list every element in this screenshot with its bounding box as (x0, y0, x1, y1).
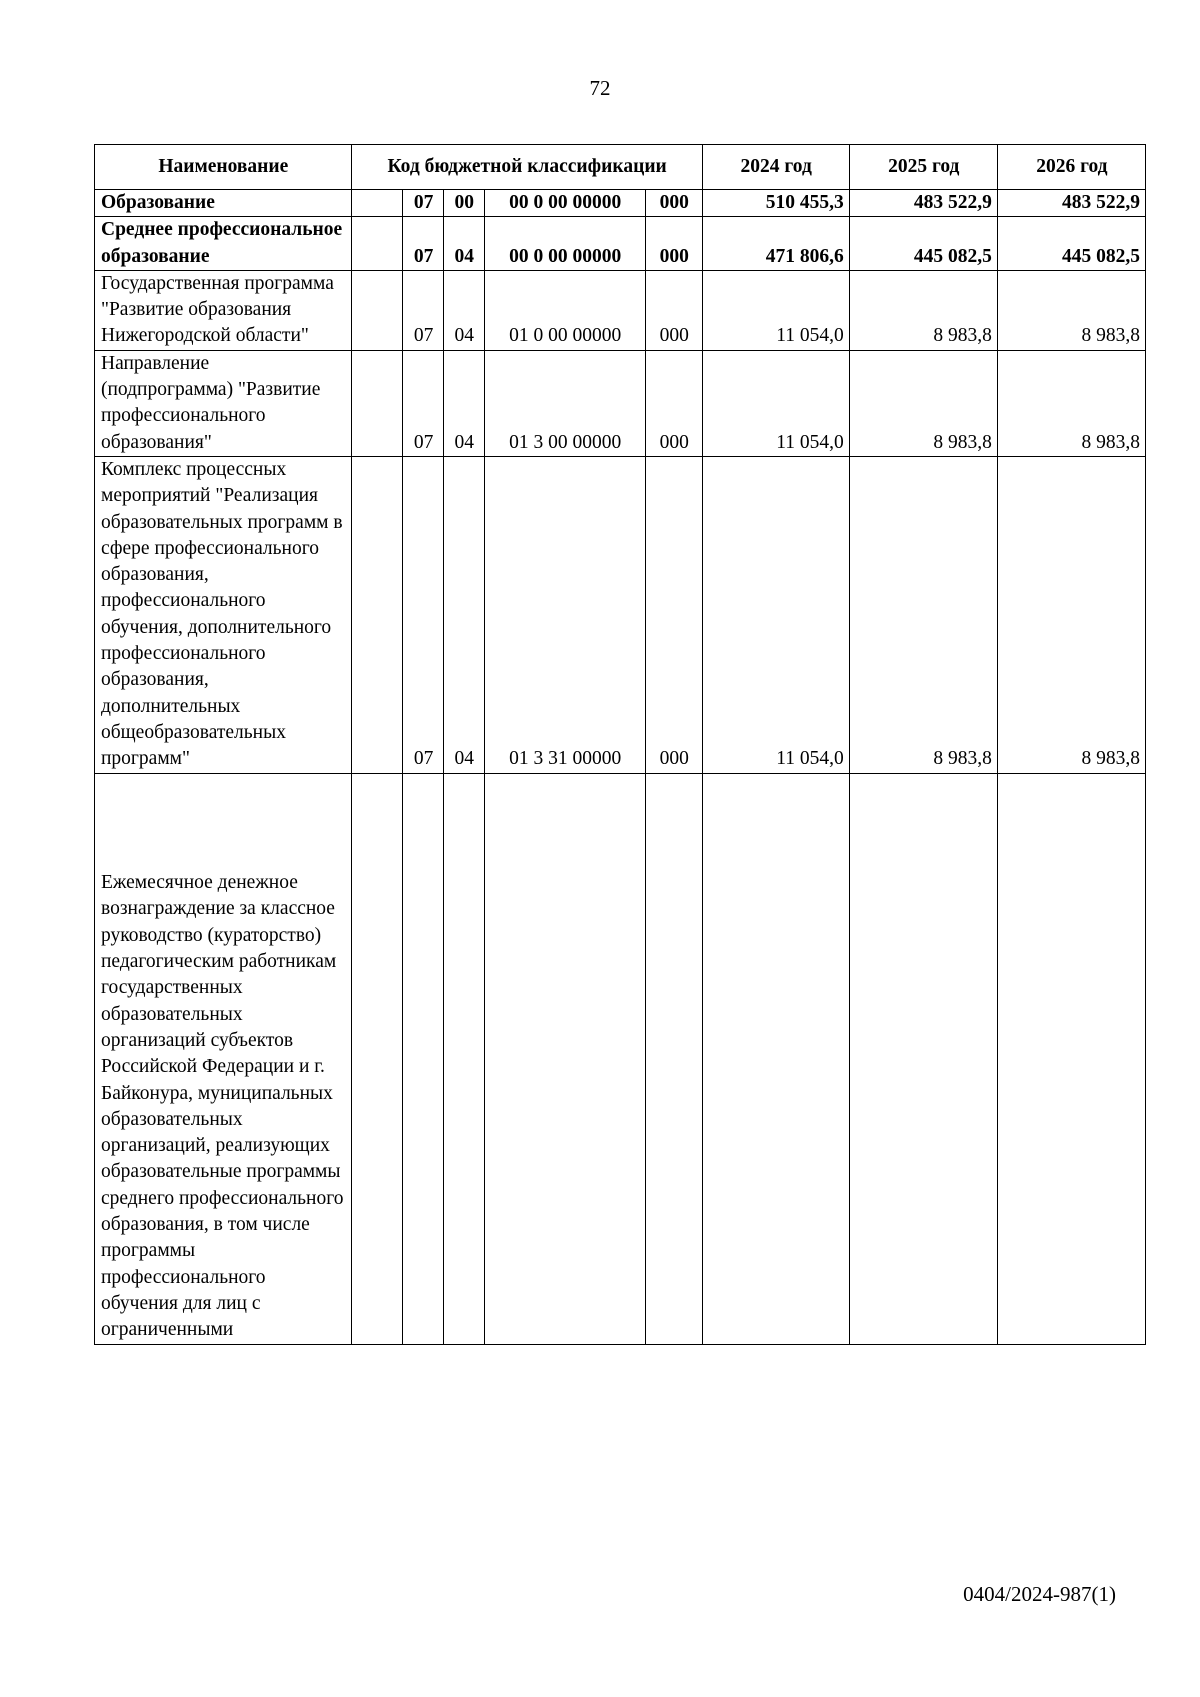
value-2026: 8 983,8 (997, 270, 1145, 350)
value-2024 (702, 773, 849, 1344)
document-code: 0404/2024-987(1) (963, 1582, 1116, 1606)
header-code: Код бюджетной классификации (351, 145, 702, 190)
header-name: Наименование (95, 145, 352, 190)
code-subsection (443, 773, 484, 1344)
code-section (403, 773, 444, 1344)
row-name: Образование (95, 190, 352, 217)
row-name: Среднее профессиональное образование (95, 217, 352, 271)
code-expense-type: 000 (645, 190, 702, 217)
value-2025: 8 983,8 (849, 456, 997, 773)
table-row (95, 773, 1146, 1344)
value-2026 (997, 773, 1145, 1344)
header-2026: 2026 год (997, 145, 1145, 190)
code-part-1 (351, 350, 403, 456)
header-2025: 2025 год (849, 145, 997, 190)
code-expense-type: 000 (645, 217, 702, 271)
value-2024: 471 806,6 (702, 217, 849, 271)
header-2024: 2024 год (702, 145, 849, 190)
code-target-article (484, 773, 645, 1344)
value-2026: 8 983,8 (997, 456, 1145, 773)
row-name: Ежемесячное денежное вознаграждение за классное руководство (кураторство) педагогическим работникам государственных образовательных организаций субъектов Российской Федерации и г. Байконура, муниципальных образовательных организаций, реализующих образовательные программы среднего профессионального образования, в том числе программы профессионального обучения для лиц с ограниченными (95, 773, 352, 1344)
code-subsection: 04 (443, 217, 484, 271)
table-row (95, 217, 1146, 271)
code-expense-type: 000 (645, 456, 702, 773)
code-target-article: 00 0 00 00000 (484, 217, 645, 271)
value-2024: 11 054,0 (702, 350, 849, 456)
value-2026: 483 522,9 (997, 190, 1145, 217)
code-part-1 (351, 456, 403, 773)
code-subsection: 00 (443, 190, 484, 217)
code-subsection: 04 (443, 456, 484, 773)
value-2026: 8 983,8 (997, 350, 1145, 456)
value-2025: 8 983,8 (849, 350, 997, 456)
value-2025: 8 983,8 (849, 270, 997, 350)
code-section: 07 (403, 350, 444, 456)
row-name: Комплекс процессных мероприятий "Реализация образовательных программ в сфере профессионального образования, профессионального обучения, дополнительного профессионального образования, дополнительных общеобразовательных программ" (95, 456, 352, 773)
value-2025 (849, 773, 997, 1344)
code-target-article: 01 0 00 00000 (484, 270, 645, 350)
value-2024: 11 054,0 (702, 456, 849, 773)
code-expense-type: 000 (645, 350, 702, 456)
code-expense-type (645, 773, 702, 1344)
code-target-article: 00 0 00 00000 (484, 190, 645, 217)
value-2024: 510 455,3 (702, 190, 849, 217)
table-row (95, 456, 1146, 773)
row-name: Направление (подпрограмма) "Развитие профессионального образования" (95, 350, 352, 456)
code-target-article: 01 3 31 00000 (484, 456, 645, 773)
code-target-article: 01 3 00 00000 (484, 350, 645, 456)
code-expense-type: 000 (645, 270, 702, 350)
table-row (95, 270, 1146, 350)
value-2026: 445 082,5 (997, 217, 1145, 271)
code-subsection: 04 (443, 350, 484, 456)
budget-table (94, 144, 1146, 1345)
code-section: 07 (403, 217, 444, 271)
value-2025: 445 082,5 (849, 217, 997, 271)
code-section: 07 (403, 456, 444, 773)
code-section: 07 (403, 190, 444, 217)
code-part-1 (351, 217, 403, 271)
table-header-row (95, 145, 1146, 190)
table-row (95, 350, 1146, 456)
value-2025: 483 522,9 (849, 190, 997, 217)
table-row (95, 190, 1146, 217)
code-part-1 (351, 773, 403, 1344)
code-part-1 (351, 270, 403, 350)
code-part-1 (351, 190, 403, 217)
page-number: 72 (589, 76, 611, 100)
value-2024: 11 054,0 (702, 270, 849, 350)
code-subsection: 04 (443, 270, 484, 350)
code-section: 07 (403, 270, 444, 350)
row-name: Государственная программа "Развитие образования Нижегородской области" (95, 270, 352, 350)
